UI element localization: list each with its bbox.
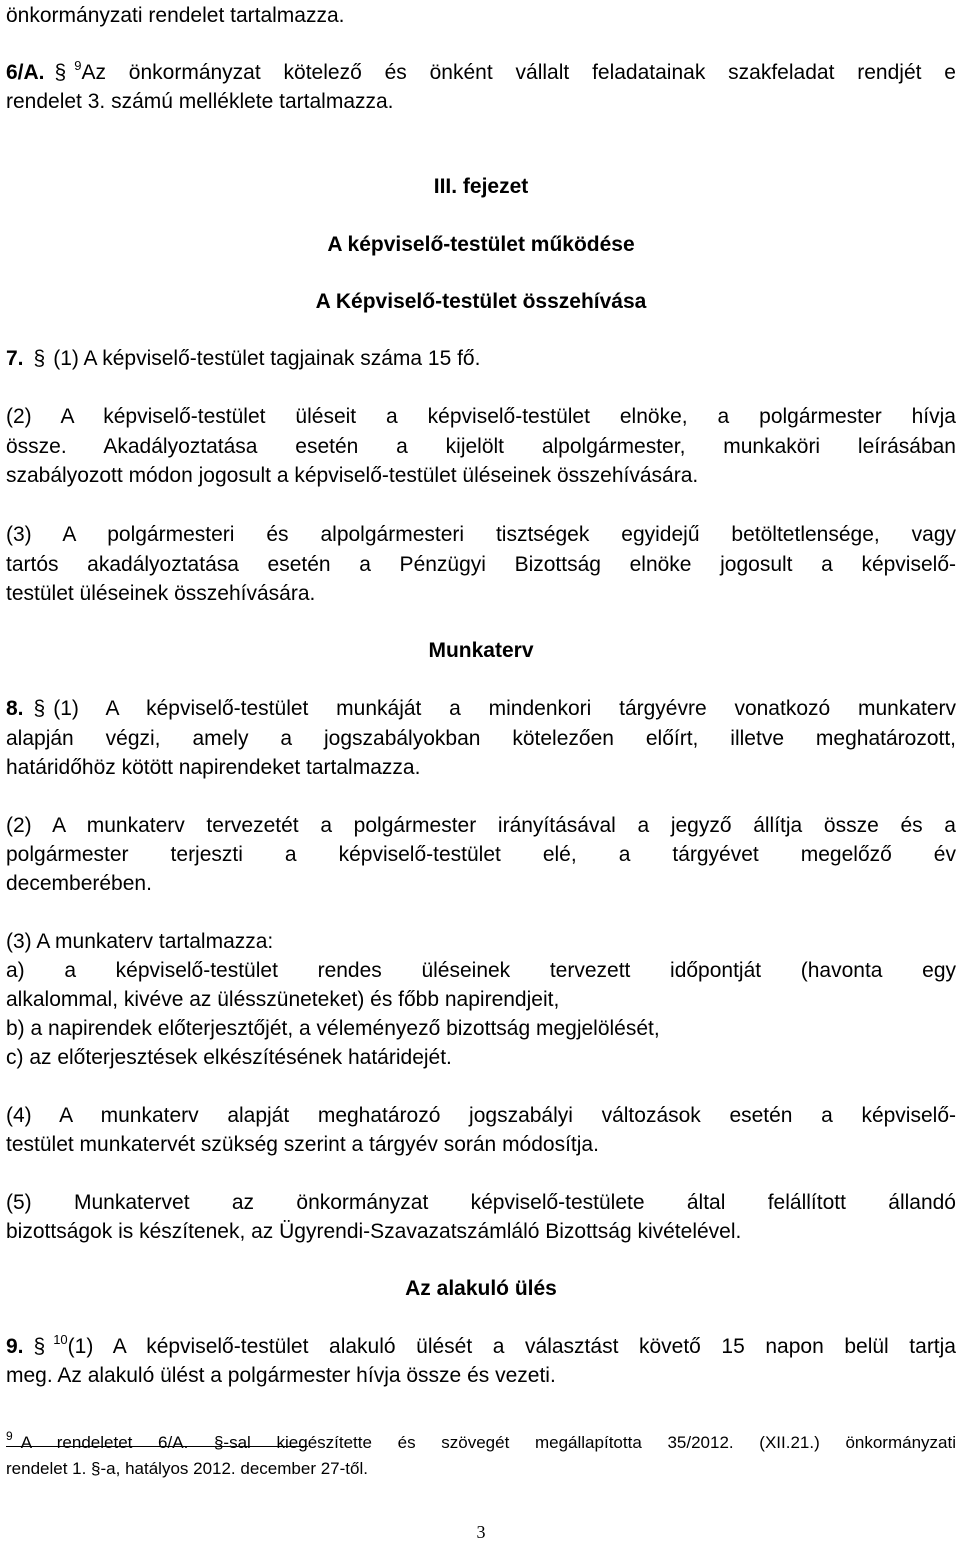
paragraph-9-line-2: meg. Az alakuló ülést a polgármester hívja össze és vezeti.: [6, 1364, 556, 1387]
paragraph-number: 8.: [6, 697, 24, 720]
paragraph-8-1-line-3: határidőhöz kötött napirendeket tartalmazza.: [6, 756, 421, 779]
text-line: önkormányzati rendelet tartalmazza.: [6, 4, 345, 27]
munkaterv-heading: Munkaterv: [428, 639, 534, 662]
paragraph-8-2-line-3: decemberében.: [6, 872, 152, 895]
section-sign: §: [33, 347, 46, 370]
footnote-line-2: rendelet 1. §-a, hatályos 2012. december 27-től.: [6, 1459, 368, 1478]
chapter-title: A képviselő-testület működése: [327, 233, 635, 256]
paragraph-7-3-line-2: tartós akadályoztatása esetén a Pénzügyi Bizottság elnöke jogosult a képviselő-: [6, 553, 956, 576]
list-item-c: c) az előterjesztések elkészítésének határidejét.: [6, 1046, 452, 1069]
paragraph-8-2-line-1: (2) A munkaterv tervezetét a polgármester irányításával a jegyző állítja össze és a: [6, 814, 956, 837]
paragraph-number: 6/A.: [6, 61, 45, 84]
section-title: A Képviselő-testület összehívása: [315, 290, 647, 313]
paragraph-8-1-line-2: alapján végzi, amely a jogszabályokban kötelezően előírt, illetve meghatározott,: [6, 727, 956, 750]
chapter-heading: III. fejezet: [433, 175, 529, 198]
footnote-reference: 10: [53, 1332, 68, 1347]
paragraph-8-4-line-1: (4) A munkaterv alapját meghatározó jogszabályi változások esetén a képviselő-: [6, 1104, 956, 1127]
list-item-a-line-2: alkalommal, kivéve az ülésszüneteket) és főbb napirendjeit,: [6, 988, 560, 1011]
paragraph-7-2-line-2: össze. Akadályoztatása esetén a kijelölt alpolgármester, munkaköri leírásában: [6, 435, 956, 458]
paragraph-6a-line-1: [6, 59, 956, 87]
text-span: A rendeletet 6/A. §-sal kiegészítette és szövegét megállapította 35/2012. (XII.21.) önkormányzati: [20, 1433, 956, 1452]
text-span: (1) A képviselő-testület alakuló ülését a választást követő 15 napon belül tartja: [67, 1335, 956, 1358]
paragraph-7-3-line-3: testület üléseinek összehívására.: [6, 582, 316, 605]
paragraph-number: 9.: [6, 1335, 24, 1358]
text-span: (1) A képviselő-testület tagjainak száma 15 fő.: [53, 347, 481, 370]
page-number: 3: [476, 1522, 486, 1542]
paragraph-number: 7.: [6, 347, 24, 370]
paragraph-8-2-line-2: polgármester terjeszti a képviselő-testület elé, a tárgyévet megelőző év: [6, 843, 956, 866]
paragraph-7-2-line-1: (2) A képviselő-testület üléseit a képviselő-testület elnöke, a polgármester hívja: [6, 405, 956, 428]
paragraph-8-line-1: [6, 695, 956, 723]
list-item-b: b) a napirendek előterjesztőjét, a véleményező bizottság megjelölését,: [6, 1017, 660, 1040]
paragraph-8-4-line-2: testület munkatervét szükség szerint a tárgyév során módosítja.: [6, 1133, 599, 1156]
footnote-line-1: [6, 1431, 956, 1455]
paragraph-7-3-line-1: (3) A polgármesteri és alpolgármesteri tisztségek egyidejű betöltetlensége, vagy: [6, 523, 956, 546]
section-sign: §: [54, 61, 67, 84]
paragraph-8-5-line-1: (5) Munkatervet az önkormányzat képviselő-testülete által felállított állandó: [6, 1191, 956, 1214]
paragraph-9-line-1: [6, 1333, 956, 1361]
alakulo-ules-heading: Az alakuló ülés: [405, 1277, 557, 1300]
paragraph-6a-line-2: rendelet 3. számú melléklete tartalmazza.: [6, 90, 394, 113]
paragraph-8-3-line-1: (3) A munkaterv tartalmazza:: [6, 930, 274, 953]
section-sign: §: [33, 1335, 46, 1358]
document-page: [6, 0, 956, 1545]
paragraph-7-2-line-3: szabályozott módon jogosult a képviselő-testület üléseinek összehívására.: [6, 464, 699, 487]
paragraph-8-5-line-2: bizottságok is készítenek, az Ügyrendi-Szavazatszámláló Bizottság kivételével.: [6, 1220, 742, 1243]
section-sign: §: [33, 697, 46, 720]
footnote-number: 9: [6, 1429, 13, 1443]
list-item-a-line-1: a) a képviselő-testület rendes üléseinek tervezett időpontját (havonta egy: [6, 959, 956, 982]
text-span: Az önkormányzat kötelező és önként vállalt feladatainak szakfeladat rendjét e: [81, 61, 956, 84]
paragraph-7-line-1: [6, 345, 480, 373]
text-span: (1) A képviselő-testület munkáját a mindenkori tárgyévre vonatkozó munkaterv: [53, 697, 956, 720]
footnote-reference: 9: [74, 58, 82, 73]
